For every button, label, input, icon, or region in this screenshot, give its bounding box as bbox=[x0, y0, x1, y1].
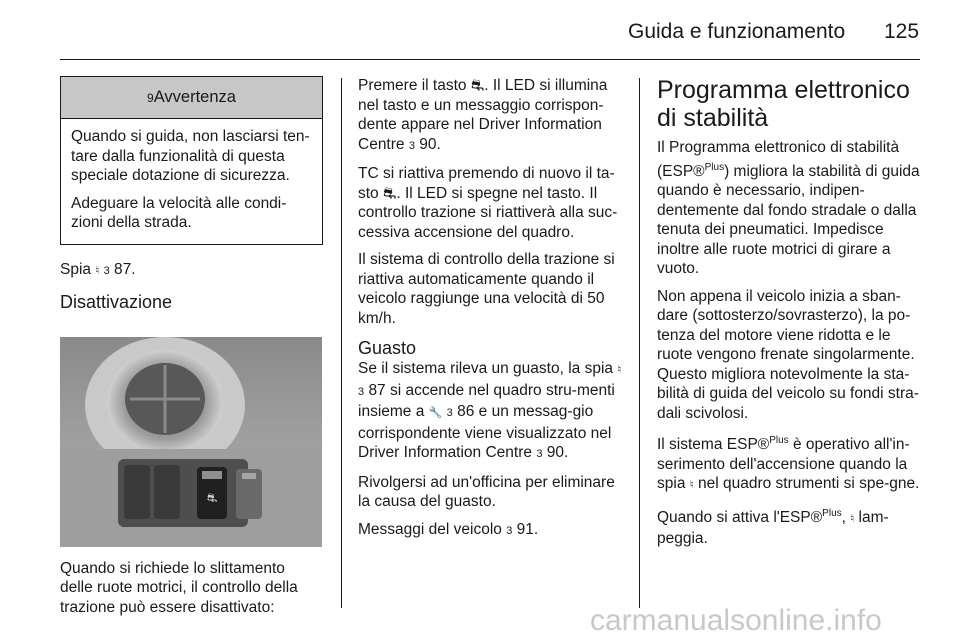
header-rule bbox=[60, 59, 920, 60]
warning-body bbox=[61, 119, 322, 244]
page-ref: 90. bbox=[546, 444, 569, 461]
section-heading-esp: Programma elettronico di stabilità bbox=[657, 76, 910, 132]
page-ref-arrow-icon: 3 bbox=[446, 407, 453, 419]
text-fragment: è operativo all'in-serimento dell'accensione quando la spia bbox=[657, 436, 910, 493]
col3-paragraph-2: Non appena il veicolo inizia a sban-dare (sottosterzo/sovrasterzo), la po-tenza del motore viene ridotta e le ruote vengono frenate singolarmente. Questo migliora notevolmente la sta-bilità di guida del veicolo su fondi stra-dali scivolosi. bbox=[657, 287, 919, 422]
esp-warning-icon: ♮ bbox=[617, 364, 622, 376]
text-fragment: 87 si accende nel quadro stru-menti insieme a bbox=[358, 381, 615, 420]
page-ref-arrow-icon: 3 bbox=[358, 385, 365, 398]
col2-paragraph-2 bbox=[358, 164, 622, 242]
column-1 bbox=[60, 76, 323, 617]
text-fragment: Il Programma elettronico di stabilità (ESP® bbox=[657, 139, 900, 180]
col2-paragraph-6 bbox=[358, 520, 622, 542]
wrench-icon: 🔧 bbox=[428, 407, 443, 419]
figure-caption: Quando si richiede lo slittamento delle ruote motrici, il controllo della trazione può essere disattivato: bbox=[60, 559, 298, 616]
section-heading-disattivazione: Disattivazione bbox=[60, 292, 173, 312]
spia-page-ref: 87. bbox=[114, 260, 136, 278]
traction-switch-photo-svg bbox=[60, 337, 322, 547]
text-fragment: Quando si attiva l'ESP® bbox=[657, 508, 823, 526]
warning-title: Avvertenza bbox=[153, 88, 236, 106]
warning-text-2: Adeguare la velocità alle condi-zioni della strada. bbox=[71, 194, 287, 231]
warning-text-1: Quando si guida, non lasciarsi ten-tare dalla funzionalità di questa speciale dotazione di sicurezza. bbox=[71, 128, 310, 184]
esp-warning-icon: ♮ bbox=[95, 264, 100, 277]
page-ref: 91. bbox=[516, 520, 539, 538]
text-fragment: , bbox=[841, 508, 846, 526]
traction-switch-photo bbox=[60, 337, 322, 547]
tc-button-icon: ⛐ bbox=[383, 184, 397, 202]
column-3 bbox=[657, 76, 920, 557]
warning-box bbox=[60, 76, 323, 245]
spia-reference bbox=[60, 260, 323, 282]
esp-warning-icon: ♮ bbox=[689, 479, 694, 492]
col2-paragraph-1 bbox=[358, 76, 622, 156]
col2-paragraph-3: Il sistema di controllo della trazione si riattiva automaticamente quando il veicolo raggiunge una velocità di 50 km/h. bbox=[358, 251, 615, 327]
section-heading-guasto: Guasto bbox=[358, 338, 417, 358]
column-divider-2 bbox=[639, 78, 640, 608]
esp-warning-icon: ♮ bbox=[850, 512, 855, 525]
page-number: 125 bbox=[884, 20, 920, 43]
text-fragment: lam-peggia. bbox=[657, 508, 889, 548]
spia-prefix: Spia bbox=[60, 260, 92, 278]
plus-superscript: Plus bbox=[769, 435, 789, 447]
col3-paragraph-4 bbox=[657, 504, 920, 549]
plus-superscript: Plus bbox=[822, 507, 842, 519]
page-ref-arrow-icon: 3 bbox=[103, 264, 110, 277]
plus-superscript: Plus bbox=[704, 161, 725, 173]
page-ref-arrow-icon: 3 bbox=[506, 524, 513, 537]
col2-paragraph-4 bbox=[358, 359, 622, 465]
column-divider-1 bbox=[341, 78, 342, 608]
col3-paragraph-1 bbox=[657, 138, 920, 279]
text-fragment: . Il LED si spegne nel tasto. Il controllo trazione si riattiverà alla suc-cessiva accensione del quadro. bbox=[358, 184, 618, 241]
text-fragment: Messaggi del veicolo bbox=[358, 520, 502, 538]
text-fragment: 86 e un messag-gio corrispondente viene visualizzato nel Driver Information Centre bbox=[358, 403, 612, 461]
text-fragment: Se il sistema rileva un guasto, la spia bbox=[358, 360, 614, 377]
text-fragment: Il sistema ESP® bbox=[657, 436, 770, 454]
watermark: carmanualsonline.info bbox=[590, 604, 882, 637]
column-2 bbox=[358, 76, 622, 549]
page-ref: 90. bbox=[419, 135, 441, 153]
text-fragment: TC si riattiva premendo di nuovo il ta-sto bbox=[358, 165, 615, 202]
text-fragment: Premere il tasto bbox=[358, 77, 467, 94]
tc-button-icon: ⛐ bbox=[470, 77, 485, 94]
svg-text:⛐: ⛐ bbox=[206, 490, 218, 505]
text-fragment: nel quadro strumenti si spe-gne. bbox=[698, 475, 920, 493]
page-ref-arrow-icon: 3 bbox=[408, 139, 415, 152]
warning-icon: 9 bbox=[147, 91, 154, 105]
header-title: Guida e funzionamento bbox=[628, 20, 846, 43]
text-fragment: ) migliora la stabilità di guida quando è necessario, indipen-dentemente dal fondo stradale o dalla tenuta dei pneumatici. Impedisce inoltre alle ruote motrici di girare a vuoto. bbox=[657, 162, 920, 278]
warning-header bbox=[61, 77, 322, 119]
col3-paragraph-3 bbox=[657, 431, 920, 496]
col2-paragraph-5: Rivolgersi ad un'officina per eliminare la causa del guasto. bbox=[358, 473, 615, 510]
text-fragment: . Il LED si illumina nel tasto e un messaggio corrispon-dente appare nel Driver Information Centre bbox=[358, 77, 608, 153]
page-ref-arrow-icon: 3 bbox=[536, 448, 543, 460]
